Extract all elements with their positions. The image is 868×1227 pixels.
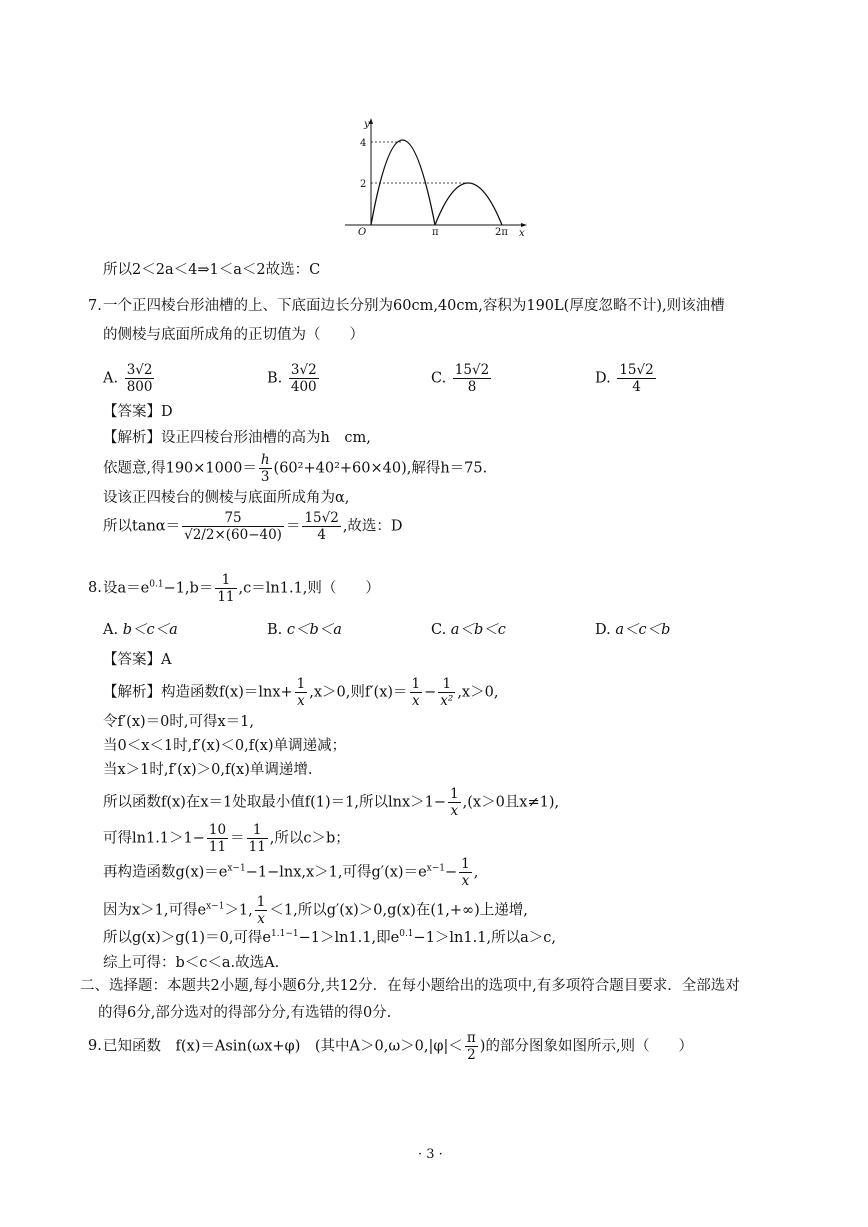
q8-option-a: A. b＜c＜a xyxy=(103,622,178,638)
q7-number: 7. xyxy=(88,298,102,314)
q7-analysis-2: 依题意,得190×1000＝ $\frac{h}{3}$ (60²+40²+60×40),解得h＝75. xyxy=(103,452,488,485)
x-axis-label: x xyxy=(519,228,525,239)
q7-analysis-1: 【解析】设正四棱台形油槽的高为h cm, xyxy=(103,430,371,446)
q7-analysis-3: 设该正四棱台的侧棱与底面所成角为α, xyxy=(103,490,350,506)
curve-arch-2 xyxy=(435,183,502,225)
q8-analysis-2: 令f′(x)＝0时,可得x＝1, xyxy=(103,714,254,730)
q7-analysis-4: 所以tanα＝ $\frac{75}{√2/2\times(60-40)}$ ＝ $\frac{15√2}{4}$ ,故选：D xyxy=(103,510,403,543)
tick-2: 2 xyxy=(360,179,367,190)
q8-analysis-8: 因为x＞1,可得$e^{x-1}>1$, $\frac{1}{x}$ ＜1,所以g′(x)＞0,g(x)在(1,+∞)上递增, xyxy=(103,894,528,927)
q8-analysis-7: 再构造函数$g(x)=e^{x-1}-1-\ln x,x>1$,可得$g'(x)=e^{x-1}-$ $\frac{1}{x}$ , xyxy=(103,856,479,889)
q8-option-d: D. a＜c＜b xyxy=(595,622,671,638)
q8-analysis-1: 【解析】构造函数f(x)＝lnx+ $\frac{1}{x}$ ,x＞0,则f′(x)＝ $\frac{1}{x}$ − $\frac{1}{\text{x²}}$ ,x＞0, xyxy=(103,676,499,709)
q8-answer: 【答案】A xyxy=(103,652,172,668)
q9-stem: 已知函数 f(x)＝Asin(ωx+φ) (其中A＞0,ω＞0,|φ|＜ $\frac{\pi}{2}$ )的部分图象如图所示,则（ ） xyxy=(103,1030,694,1063)
q7-stem-line2: 的侧棱与底面所成角的正切值为（ ） xyxy=(103,327,364,343)
q8-option-c: C. a＜b＜c xyxy=(431,622,506,638)
q7-option-a: A. $\frac{3√2}{800}$ xyxy=(103,362,153,395)
q7-stem-line1: 一个正四棱台形油槽的上、下底面边长分别为60cm,40cm,容积为190L(厚度忽略不计),则该油槽 xyxy=(103,298,725,314)
q8-analysis-4: 当x＞1时,f′(x)＞0,f(x)单调递增. xyxy=(103,762,313,778)
q8-analysis-6: 可得ln1.1＞1− $\frac{10}{11}$ ＝ $\frac{1}{11}$ ,所以c＞b； xyxy=(103,822,350,855)
q8-analysis-5: 所以函数f(x)在x＝1处取最小值f(1)＝1,所以lnx＞1− $\frac{1}{x}$ ,(x＞0且x≠1), xyxy=(103,786,560,819)
q8-analysis-9: 所以g(x)＞g(1)＝0,可得$e^{1.1-1}-1>\ln 1.1$,即$e^{0.1}-1>\ln 1.1$,所以a＞c, xyxy=(103,929,556,946)
q8-number: 8. xyxy=(88,580,102,596)
q6-conclusion: 所以2＜2a＜4⇒1＜a＜2故选：C xyxy=(103,262,321,278)
y-axis-label: y xyxy=(364,119,370,130)
q7-answer: 【答案】D xyxy=(103,404,173,420)
q8-stem: 设$a=e^{0.1}-1,b=$ $\frac{1}{11}$ ,c＝ln1.1,则（ ） xyxy=(103,572,380,605)
q8-option-b: B. c＜b＜a xyxy=(267,622,342,638)
section2-heading-line2: 的得6分,部分选对的得部分分,有选错的得0分. xyxy=(98,1005,392,1021)
page-number: · 3 · xyxy=(418,1147,443,1162)
origin-label: O xyxy=(358,227,367,238)
two-pi-label: 2π xyxy=(495,227,508,238)
q8-analysis-10: 综上可得：b＜c＜a.故选A. xyxy=(103,955,280,971)
tick-4: 4 xyxy=(360,138,367,149)
function-graph xyxy=(340,115,540,240)
q7-option-d: D. $\frac{15√2}{4}$ xyxy=(595,362,654,395)
q8-analysis-3: 当0＜x＜1时,f′(x)＜0,f(x)单调递减； xyxy=(103,738,347,754)
section2-heading-line1: 二、选择题：本题共2小题,每小题6分,共12分．在每小题给出的选项中,有多项符合题目要求．全部选对 xyxy=(80,978,740,994)
pi-label: π xyxy=(432,227,439,238)
q7-option-c: C. $\frac{15√2}{8}$ xyxy=(431,362,490,395)
q9-number: 9. xyxy=(88,1038,102,1054)
curve-arch-1 xyxy=(371,140,435,225)
q7-option-b: B. $\frac{3√2}{400}$ xyxy=(267,362,317,395)
